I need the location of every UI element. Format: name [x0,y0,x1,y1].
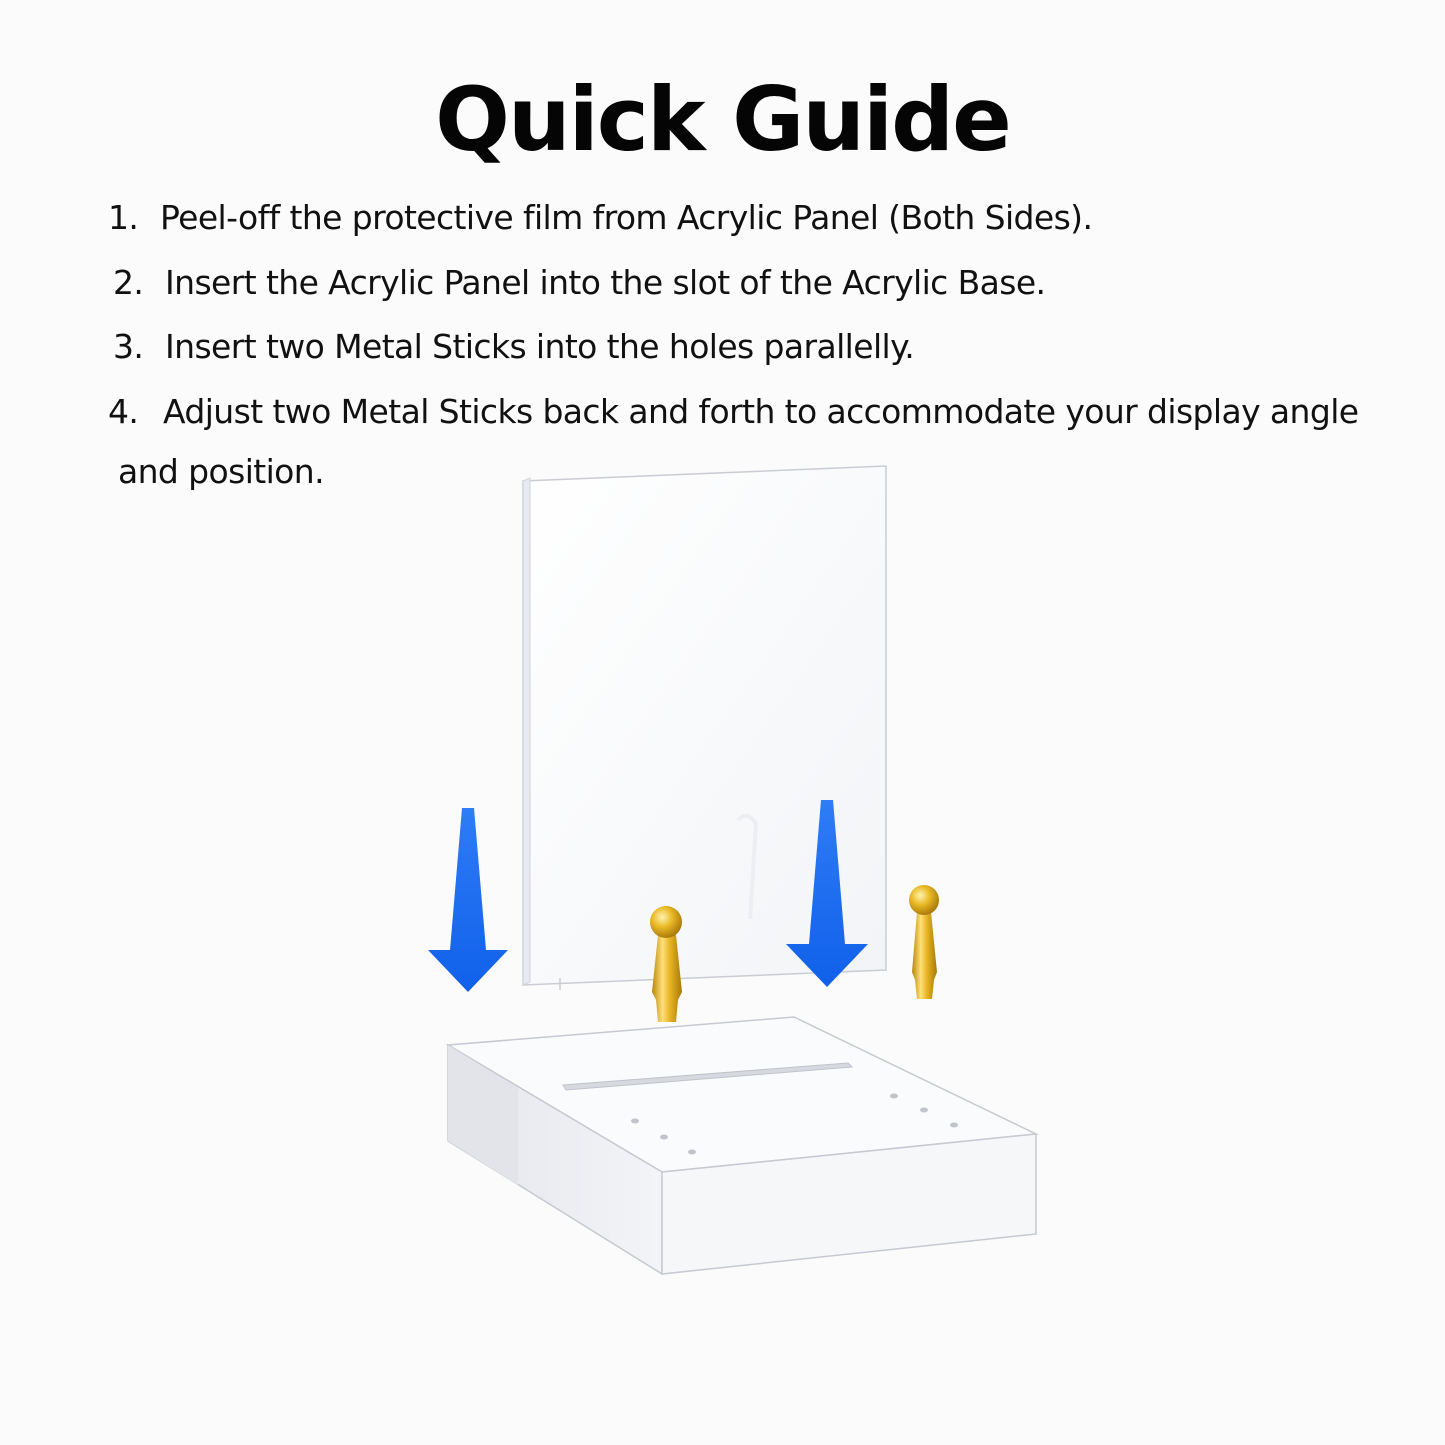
step-text: Insert two Metal Sticks into the holes parallelly. [165,327,915,366]
page-title: Quick Guide [435,68,1010,171]
step-3 [113,327,914,367]
step-text: Peel-off the protective film from Acrylic Panel (Both Sides). [160,198,1093,237]
step-text: Adjust two Metal Sticks back and forth to accommodate your display angle [163,392,1359,431]
acrylic-panel [523,466,886,990]
step-4-continuation: and position. [118,452,324,491]
metal-stick-icon [909,885,939,999]
step-number: 2. [113,263,144,302]
step-4 [108,392,1358,432]
step-number: 3. [113,327,144,366]
metal-stick-icon [650,906,682,1022]
step-number: 1. [108,198,139,237]
step-1 [108,198,1092,238]
step-number: 4. [108,392,139,431]
step-2 [113,263,1045,303]
step-text: Insert the Acrylic Panel into the slot of the Acrylic Base. [165,263,1046,302]
down-arrow-icon [428,808,508,992]
acrylic-base [448,1017,1036,1274]
down-arrow-icon [786,800,868,987]
